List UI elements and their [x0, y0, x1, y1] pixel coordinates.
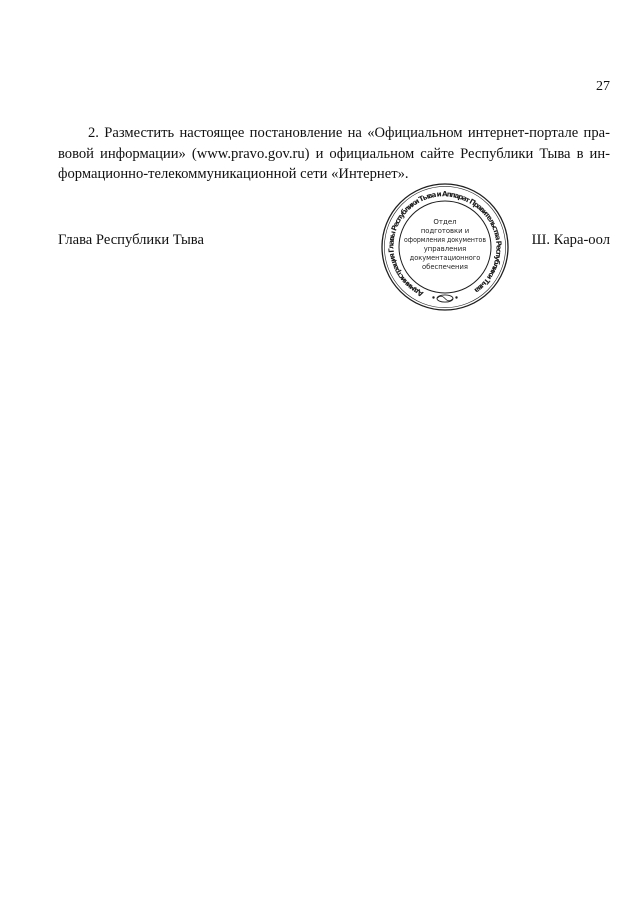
official-seal	[380, 182, 510, 312]
paragraph-line: формационно-телекоммуникационной сети «Интернет».	[58, 166, 409, 182]
seal-inner-line: документационного	[409, 254, 481, 262]
page-number: 27	[596, 79, 610, 94]
seal-inner-line: обеспечения	[421, 263, 469, 271]
body-paragraph	[58, 123, 610, 185]
seal-ring-text-path: Администрация Главы Республики Тыва и Аппарат Правительства Республики Тыва	[386, 189, 504, 299]
seal-inner-line: управления	[423, 245, 467, 253]
paragraph-line: вовой информации» (www.pravo.gov.ru) и официальном сайте Республики Тыва в ин-	[58, 145, 610, 162]
signatory-name: Ш. Кара-оол	[531, 232, 610, 248]
seal-inner-line: подготовки и	[420, 227, 470, 235]
signature-block	[58, 230, 610, 250]
seal-emblem	[432, 295, 457, 302]
seal-inner-line: оформления документов	[404, 236, 487, 244]
seal-inner-line: Отдел	[433, 218, 457, 226]
signatory-position: Глава Республики Тыва	[58, 232, 204, 248]
paragraph-line: 2. Разместить настоящее постановление на «Официальном интернет-портале пра-	[88, 125, 610, 141]
